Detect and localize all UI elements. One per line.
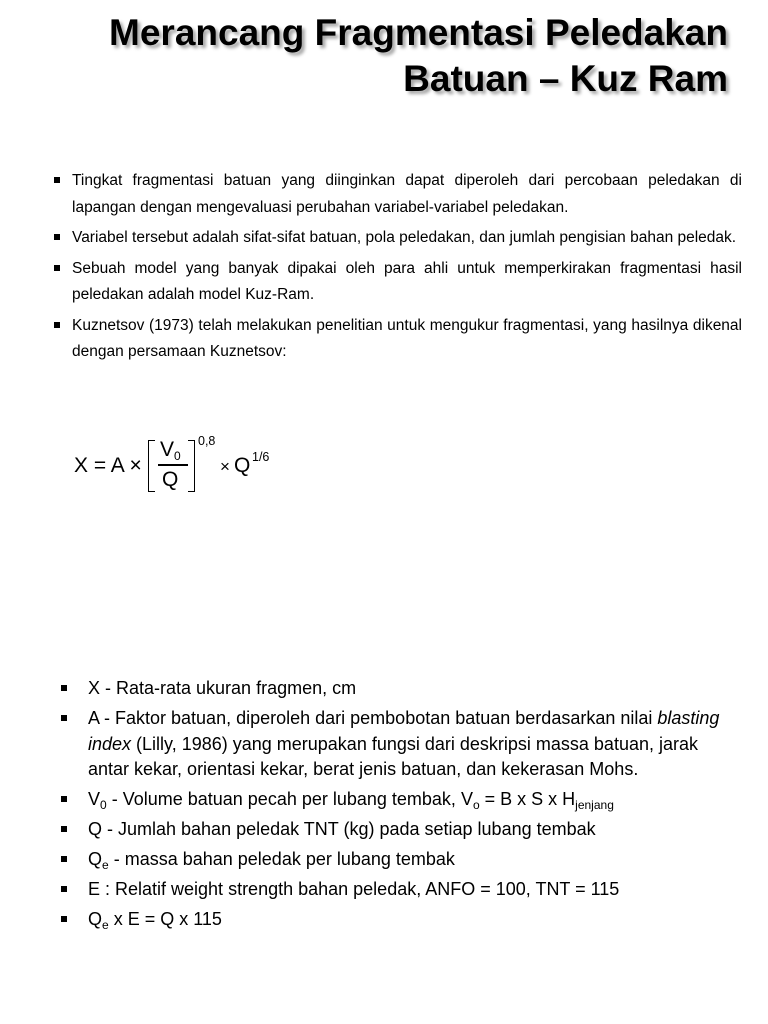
- formula-exponent: 0,8: [198, 434, 216, 448]
- formula-numerator: $V_0$: [160, 438, 181, 463]
- intro-bullet: Kuznetsov (1973) telah melakukan penelitian untuk mengukur fragmentasi, yang hasilnya dikenal dengan persamaan Kuznetsov:: [52, 313, 742, 366]
- formula-numerator-sub: 0: [174, 449, 181, 463]
- formula-times: ×: [220, 457, 230, 476]
- formula-q: Q: [234, 454, 251, 477]
- definition-v0: $V_0$ - Volume batuan pecah per lubang tembak, $V_o = B$ x S x $H_{jenjang}$: [60, 787, 720, 813]
- right-bracket: [188, 440, 195, 492]
- kuznetsov-formula: [74, 436, 294, 500]
- definition-x: X - Rata-rata ukuran fragmen, cm: [60, 676, 720, 702]
- formula-q-exponent: 1/6: [252, 450, 270, 464]
- intro-bullet: Sebuah model yang banyak dipakai oleh para ahli untuk memperkirakan fragmentasi hasil peledakan adalah model Kuz-Ram.: [52, 256, 742, 309]
- blasting-index-term: blasting index: [88, 708, 720, 754]
- left-bracket: [148, 440, 155, 492]
- definition-qe: $Q_e$ - massa bahan peledak per lubang tembak: [60, 847, 720, 873]
- intro-bullet: Variabel tersebut adalah sifat-sifat batuan, pola peledakan, dan jumlah pengisian bahan peledak.: [52, 225, 742, 252]
- formula-lhs: X = A ×: [74, 454, 142, 477]
- intro-bullet: Tingkat fragmentasi batuan yang diinginkan dapat diperoleh dari percobaan peledakan di lapangan dengan mengevaluasi perubahan variabel-variabel peledakan.: [52, 168, 742, 221]
- definition-q: Q - Jumlah bahan peledak TNT (kg) pada setiap lubang tembak: [60, 817, 720, 843]
- definition-qe-x-e: $Q_e$ x E = Q x 115: [60, 907, 720, 933]
- formula-denominator: Q: [162, 468, 179, 491]
- fraction-bar: [158, 464, 188, 466]
- definition-a: A - Faktor batuan, diperoleh dari pembobotan batuan berdasarkan nilai blasting index (Lilly, 1986) yang merupakan fungsi dari deskripsi massa batuan, jarak antar kekar, orientasi kekar, berat jenis batuan, dan kekerasan Mohs.: [60, 706, 720, 783]
- title-line-2: Batuan – Kuz Ram: [403, 58, 728, 99]
- definition-e: E : Relatif weight strength bahan peledak, ANFO = 100, TNT = 115: [60, 877, 720, 903]
- intro-bullet-list: [52, 168, 742, 370]
- title-line-1: Merancang Fragmentasi Peledakan: [109, 12, 728, 53]
- definition-list: [60, 676, 720, 937]
- slide-title: [109, 10, 728, 102]
